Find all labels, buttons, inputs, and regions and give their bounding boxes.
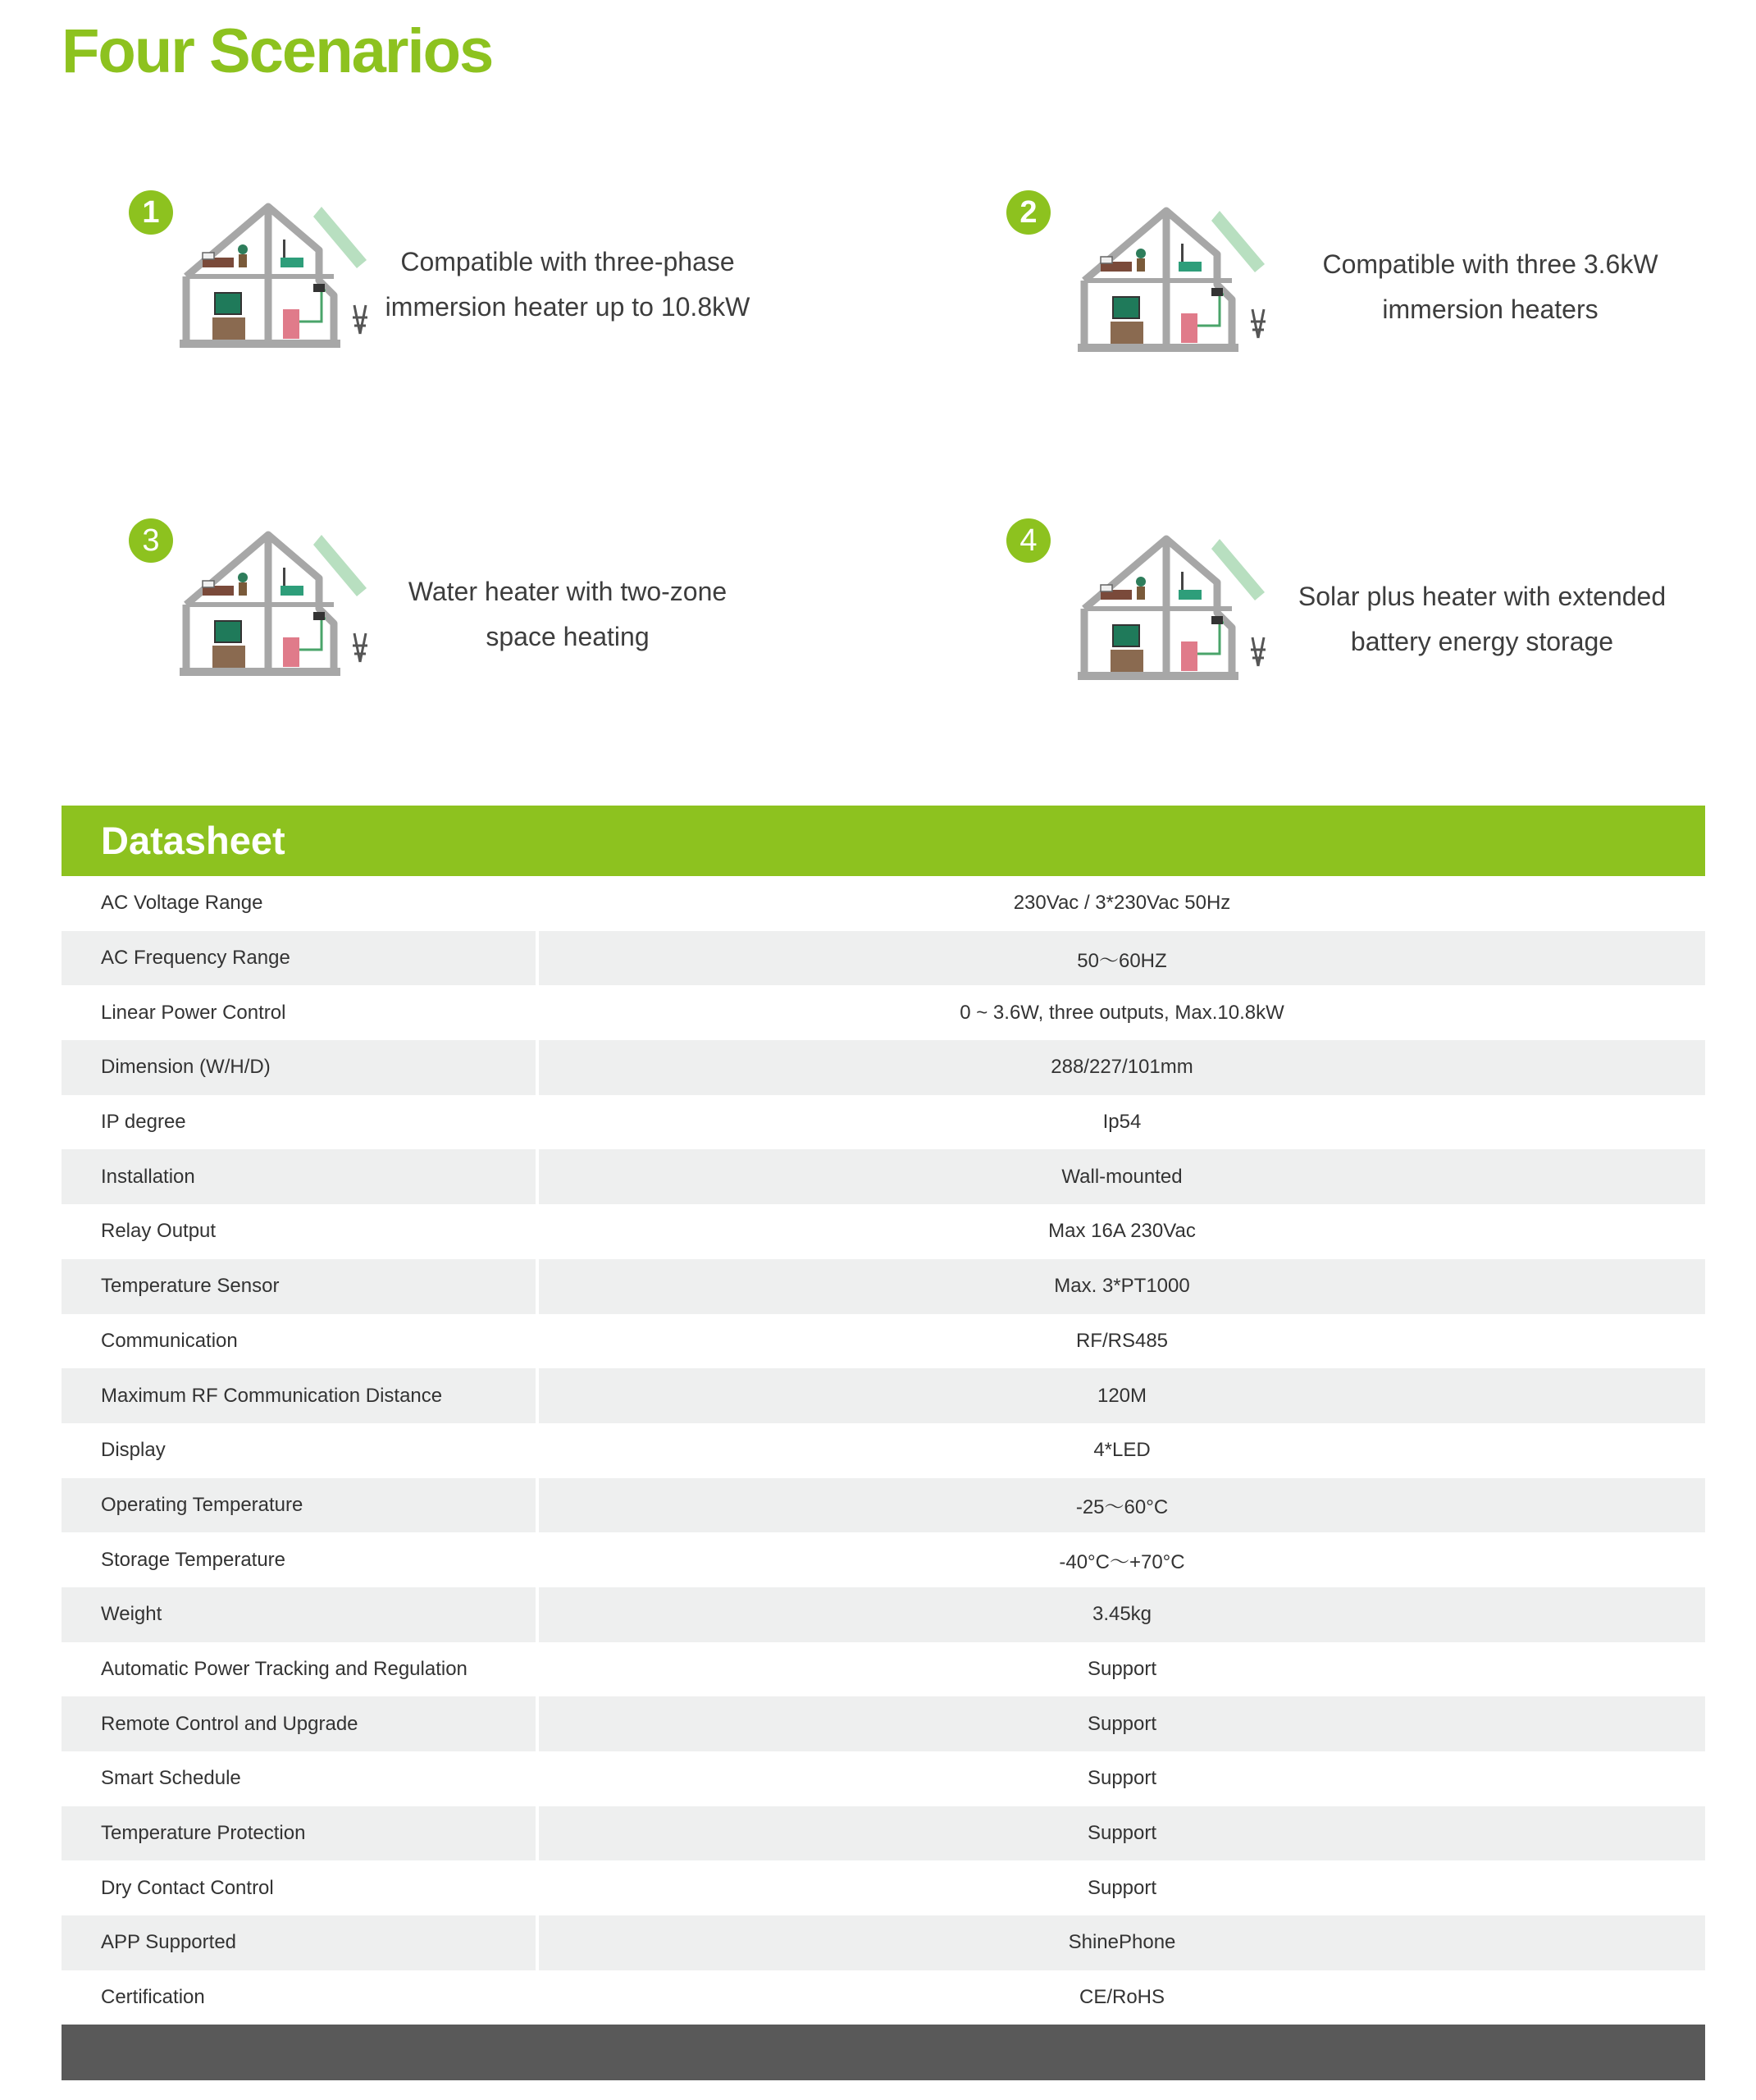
table-row (62, 1751, 1705, 1806)
table-row (62, 1259, 1705, 1314)
spec-value: Support (537, 1751, 1705, 1806)
house-illustration-icon (1076, 531, 1273, 691)
spec-label: APP Supported (62, 1915, 537, 1970)
table-row (62, 1915, 1705, 1970)
spec-value: -25～60°C (537, 1478, 1705, 1533)
spec-label: Relay Output (62, 1204, 537, 1259)
table-row (62, 1423, 1705, 1478)
scenario-3 (129, 518, 949, 732)
table-row (62, 1696, 1705, 1751)
table-row (62, 1970, 1705, 2025)
table-row (62, 1860, 1705, 1915)
table-row (62, 876, 1705, 931)
scenario-number-badge: 3 (129, 518, 173, 563)
spec-label: Dry Contact Control (62, 1860, 537, 1915)
spec-value: Support (537, 1860, 1705, 1915)
table-row (62, 1149, 1705, 1204)
scenario-description: Solar plus heater with extended battery energy storage (1298, 582, 1667, 656)
table-row (62, 1368, 1705, 1423)
spec-label: Maximum RF Communication Distance (62, 1368, 537, 1423)
spec-value: CE/RoHS (537, 1970, 1705, 2025)
scenario-description: Water heater with two-zone space heating (408, 577, 727, 651)
table-row (62, 985, 1705, 1040)
spec-label: Temperature Protection (62, 1806, 537, 1861)
spec-label: Installation (62, 1149, 537, 1204)
scenario-description: Compatible with three-phase immersion heater up to 10.8kW (385, 247, 750, 322)
table-row (62, 1314, 1705, 1369)
table-row (62, 1095, 1705, 1150)
spec-value: 230Vac / 3*230Vac 50Hz (537, 876, 1705, 931)
scenario-description: Compatible with three 3.6kW immersion heaters (1322, 249, 1658, 324)
spec-value: Support (537, 1642, 1705, 1697)
scenario-number-badge: 2 (1006, 190, 1051, 235)
spec-label: AC Frequency Range (62, 931, 537, 986)
table-row (62, 1478, 1705, 1533)
scenario-number-badge: 1 (129, 190, 173, 235)
spec-value: Support (537, 1806, 1705, 1861)
spec-value: Max. 3*PT1000 (537, 1259, 1705, 1314)
table-row (62, 1040, 1705, 1095)
spec-label: Linear Power Control (62, 985, 537, 1040)
spec-label: IP degree (62, 1095, 537, 1150)
spec-value: 120M (537, 1368, 1705, 1423)
scenario-2 (1006, 190, 1756, 404)
spec-label: Automatic Power Tracking and Regulation (62, 1642, 537, 1697)
scenario-number-badge: 4 (1006, 518, 1051, 563)
page-title: Four Scenarios (62, 16, 493, 86)
table-row (62, 1204, 1705, 1259)
scenario-1 (129, 190, 949, 404)
spec-label: AC Voltage Range (62, 876, 537, 931)
house-illustration-icon (178, 527, 375, 687)
house-illustration-icon (1076, 203, 1273, 363)
spec-value: 0 ~ 3.6W, three outputs, Max.10.8kW (537, 985, 1705, 1040)
spec-value: 3.45kg (537, 1587, 1705, 1642)
table-row (62, 1532, 1705, 1587)
table-row (62, 1806, 1705, 1861)
spec-value: 50～60HZ (537, 931, 1705, 986)
spec-value: Max 16A 230Vac (537, 1204, 1705, 1259)
spec-value: Support (537, 1696, 1705, 1751)
spec-label: Dimension (W/H/D) (62, 1040, 537, 1095)
scenario-4 (1006, 518, 1756, 732)
spec-value: -40°C～+70°C (537, 1532, 1705, 1587)
spec-label: Smart Schedule (62, 1751, 537, 1806)
spec-label: Storage Temperature (62, 1532, 537, 1587)
spec-label: Temperature Sensor (62, 1259, 537, 1314)
spec-label: Operating Temperature (62, 1478, 537, 1533)
datasheet-table (62, 876, 1705, 2025)
spec-value: ShinePhone (537, 1915, 1705, 1970)
spec-label: Weight (62, 1587, 537, 1642)
datasheet-footer-bar (62, 2025, 1705, 2080)
table-row (62, 1642, 1705, 1697)
spec-value: Ip54 (537, 1095, 1705, 1150)
spec-label: Communication (62, 1314, 537, 1369)
datasheet-title: Datasheet (62, 806, 1705, 876)
spec-value: Wall-mounted (537, 1149, 1705, 1204)
datasheet (62, 806, 1705, 2080)
spec-label: Certification (62, 1970, 537, 2025)
spec-value: 288/227/101mm (537, 1040, 1705, 1095)
spec-value: 4*LED (537, 1423, 1705, 1478)
table-row (62, 1587, 1705, 1642)
table-row (62, 931, 1705, 986)
house-illustration-icon (178, 199, 375, 358)
spec-label: Display (62, 1423, 537, 1478)
spec-label: Remote Control and Upgrade (62, 1696, 537, 1751)
spec-value: RF/RS485 (537, 1314, 1705, 1369)
